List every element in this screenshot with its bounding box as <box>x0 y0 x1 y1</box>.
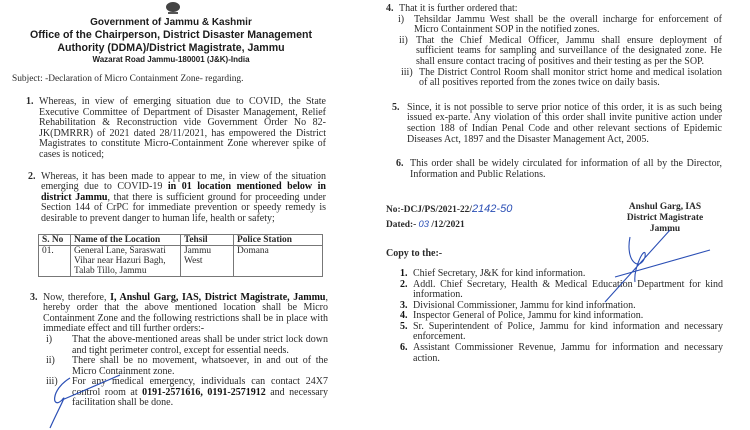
table-row <box>39 245 323 276</box>
para-text: That it is further ordered that: <box>399 3 518 14</box>
item-number: ii) <box>399 34 408 46</box>
para-text <box>41 172 326 225</box>
order-date <box>386 217 512 232</box>
copy-to-heading: Copy to the:- <box>386 248 443 260</box>
signatory-name: Anshul Garg, IAS <box>628 202 702 213</box>
list-item <box>400 322 723 343</box>
order-number <box>386 202 512 217</box>
subject: Subject: -Declaration of Micro Containment Zone- regarding. <box>12 74 244 84</box>
paragraph-3 <box>30 293 328 410</box>
col-sno: S. No <box>39 234 71 245</box>
para-text: Whereas, in view of emerging situation due to COVID, the State Executive Committee of Department of Disaster Management, Relief Rehabilitation & Reconstruction vide Government Order No 82-JK(DMRRR) of 2021 dated 28/11/2021, has empowered the District Magistrates to constitute Micro-Containment Zone wherever spike of cases is noticed; <box>39 96 326 160</box>
item-text: Tehsildar Jammu West shall be the overall incharge for enforcement of Micro Containment SOP in the notified zones. <box>414 13 722 36</box>
address-line: Wazarat Road Jammu-180001 (J&K)-India <box>92 55 250 64</box>
item-text <box>72 377 328 409</box>
order-signature-row <box>386 202 726 235</box>
item-number: 6. <box>400 342 408 354</box>
col-location: Name of the Location <box>71 234 181 245</box>
left-page <box>12 0 330 409</box>
para-number: 3. <box>30 291 38 303</box>
item-number: i) <box>46 333 53 345</box>
col-police-station: Police Station <box>234 234 323 245</box>
table-header <box>39 234 323 245</box>
order-number-label: No:-DCJ/PS/2021-22/ <box>386 205 472 216</box>
para-text <box>43 293 328 335</box>
item-number: ii) <box>46 355 55 367</box>
item-number: 5. <box>400 320 408 332</box>
item-number: i) <box>398 13 405 25</box>
para-number: 5. <box>392 101 400 113</box>
text: , hereby order that the above mentioned location shall be Micro Containment Zone and the following restrictions shall be in place with immediate effect and till further orders:- <box>43 291 328 335</box>
item-text: That the Chief Medical Officer, Jammu shall ensure deployment of sufficient teams for sampling and surveillance of the designated zone. He shall ensure contact tracing of positives and their testing as per the SOP. <box>416 34 722 67</box>
right-page <box>386 4 726 364</box>
order-reference <box>386 202 512 235</box>
cell-sno: 01. <box>39 245 71 276</box>
cell-police-station: Domana <box>234 245 323 276</box>
paragraph-6 <box>396 159 722 180</box>
sub-item <box>46 376 328 409</box>
bold-text: I, Anshul Garg, IAS, District Magistrate, Jammu <box>110 291 326 303</box>
govt-line: Government of Jammu & Kashmir <box>90 17 252 28</box>
para-number: 1. <box>26 96 34 107</box>
text: , that there is sufficient ground for proceeding under Section 144 of CrPC for immediate prevention or speedy remedy is desirable to prevent danger to human life, health or safety; <box>41 191 326 224</box>
text: Whereas, it has been made to appear to me, in view of the situation emerging due to COVID-19 <box>41 170 326 193</box>
text: For any medical emergency, individuals can contact 24X7 control room at <box>72 376 328 398</box>
paragraph-5 <box>392 103 722 145</box>
emblem-icon <box>162 0 184 15</box>
bold-text: in 01 location mentioned below in district Jammu <box>41 181 326 203</box>
cell-tehsil: Jammu West <box>181 245 234 276</box>
copy-list <box>400 269 723 364</box>
sub-item <box>398 13 722 36</box>
item-text: Divisional Commissioner, Jammu for kind information. <box>413 299 636 311</box>
office-line: Office of the Chairperson, District Disaster Management <box>30 29 312 41</box>
list-item <box>400 343 723 364</box>
item-text: That the above-mentioned areas shall be under strict lock down and tight perimeter control, except for essential needs. <box>72 333 328 356</box>
letterhead <box>12 17 330 65</box>
authority-line: Authority (DDMA)/District Magistrate, Jammu <box>57 42 285 54</box>
handwritten-number: 2142-50 <box>471 203 513 216</box>
item-number: iii) <box>46 376 58 388</box>
text: Now, therefore, <box>43 291 111 303</box>
para-number: 2. <box>28 170 36 182</box>
item-text: Chief Secretary, J&K for kind information. <box>413 267 586 279</box>
item-text: Assistant Commissioner Revenue, Jammu for information and necessary action. <box>413 342 723 364</box>
sub-item <box>399 34 722 68</box>
sub-item <box>46 355 328 377</box>
item-number: iii) <box>401 66 413 78</box>
date-rest: /12/2021 <box>428 220 465 231</box>
item-text: The District Control Room shall monitor strict home and medical isolation of all positives reported from the zones twice on daily basis. <box>419 66 722 89</box>
item-number: 1. <box>400 267 408 279</box>
item-text: Inspector General of Police, Jammu for kind information. <box>413 310 644 322</box>
para-text: This order shall be widely circulated for information of all by the Director, Information and Public Relations. <box>410 158 722 180</box>
text: and necessary facilitation shall be done. <box>72 386 328 409</box>
item-text: Addl. Chief Secretary, Health & Medical Education Department for kind information. <box>413 278 723 301</box>
signatory-place: Jammu <box>649 224 681 235</box>
item-number: 3. <box>400 299 408 311</box>
item-text: Sr. Superintendent of Police, Jammu for kind information and necessary enforcement. <box>413 320 723 343</box>
paragraph-1 <box>26 97 326 161</box>
sub-item <box>401 66 722 89</box>
handwritten-day: 03 <box>418 218 429 230</box>
para-number: 4. <box>386 3 394 14</box>
col-tehsil: Tehsil <box>181 234 234 245</box>
paragraph-4 <box>386 4 722 89</box>
item-text: There shall be no movement, whatsoever, in and out of the Micro Containment zone. <box>72 355 328 377</box>
bold-text: 0191-2571616, 0191-2571912 <box>142 386 266 398</box>
signatory-block <box>610 202 720 235</box>
paragraph-2 <box>28 172 326 225</box>
sub-item <box>46 333 328 356</box>
date-label: Dated:- <box>386 220 417 231</box>
item-number: 4. <box>400 310 408 322</box>
signatory-title: District Magistrate <box>626 213 704 224</box>
location-table <box>38 234 323 277</box>
para-text: Since, it is not possible to serve prior notice of this order, it is as such being issued ex-parte. Any violation of this order shall invite punitive action under section 188 of Indian Penal Code and other relevant sections of Epidemic Diseases Act, 1897 and the Disaster Management Act, 2005. <box>407 101 722 145</box>
cell-location: General Lane, Saraswati Vihar near Hazuri Bagh, Talab Tillo, Jammu <box>71 245 181 276</box>
list-item <box>400 280 723 301</box>
para-number: 6. <box>396 158 404 170</box>
item-number: 2. <box>400 278 408 290</box>
